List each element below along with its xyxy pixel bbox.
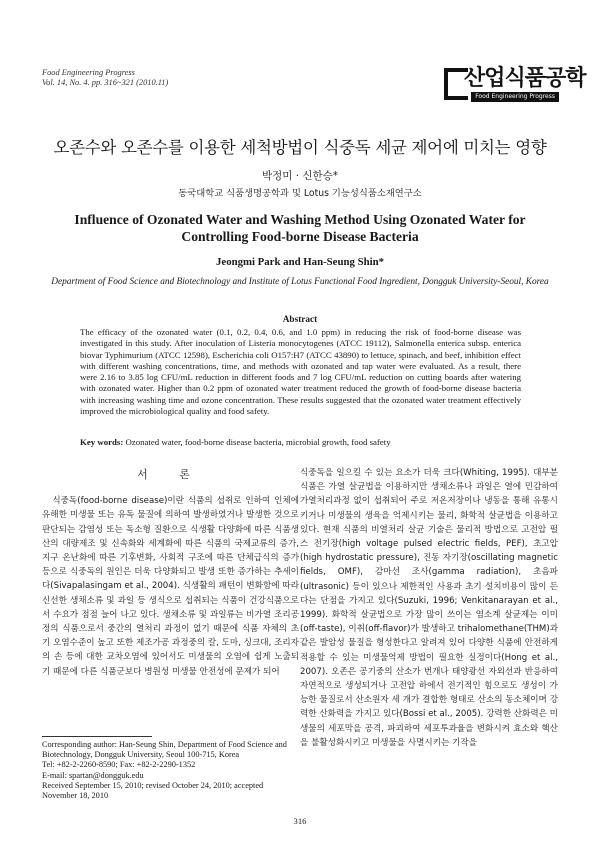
- footnote-received: Received September 15, 2010; revised October 24, 2010; accepted November 18, 2010: [42, 780, 264, 801]
- affiliation-korean: 동국대학교 식품생명공학과 및 Lotus 기능성식품소재연구소: [178, 188, 422, 199]
- journal-header: [42, 68, 168, 89]
- logo-main-text: 산업식품공학: [464, 66, 586, 91]
- logo-sub-text: Food Engineering Progress: [471, 92, 559, 102]
- footnote-divider: [42, 736, 152, 737]
- section-heading-intro: 서 론: [137, 468, 204, 481]
- journal-logo: [444, 66, 586, 108]
- journal-issue: Vol. 14, No. 4. pp. 316~321 (2010.11): [42, 78, 169, 88]
- abstract-heading: Abstract: [282, 315, 318, 325]
- authors-english: Jeongmi Park and Han-Seung Shin*: [216, 256, 384, 268]
- abstract-body: The efficacy of the ozonated water (0.1, 0.2, 0.4, 0.6, and 1.0 ppm) in reducing the risk of food-borne disease was investigated in this study. After inoculation of Listeria monocytogenes (ATCC 19112), Salmonella enterica subsp. enterica biovar Typhimurium (ATCC 12598), Escherichia coli O157:H7 (ATCC 43890) to lettuce, spinach, and beef, inhibition effect with different washing concentrations, time, and methods with ozonated and tap water were evaluated. As a result, there were 2.16 to 3.85 log CFU/mL reduction in different foods and 7 log CFU/mL reduction on cutting boards after watering with ozonated water. Higher than 0.2 ppm of ozonated water treatment reduced the growth of food-borne disease bacteria with increasing washing time and ozone concentration. These results suggested that the ozonated water treatment effectively improved the microbiological quality and food safety.: [80, 327, 521, 417]
- keywords-text: Ozonated water, food-borne disease bacteria, microbial growth, food safety: [123, 437, 391, 447]
- right-column: [300, 466, 558, 750]
- intro-paragraph-right: 식중독을 일으킬 수 있는 요소가 더욱 크다(Whiting, 1995). 대부분 식품은 가열 살균법을 이용하지만 생채소류나 과일은 열에 민감하여 가열처리과정 없이 섭취되어 주로 저온저장이나 냉동을 통해 유통시키거나 미생물의 생육을 억제시키는 물리, 화학적 살균법을 이용하고 있다. 현재 식품의 비열처리 살균 기술은 물리적 방법으로 고전압 펄스 전기장(high voltage pulsed electric fields, PEF), 초고압(high hydrostatic pressure), 진동 자기장(oscillating magnetic fields, OMF), 감마선 조사(gamma radiation), 초음파(ultrasonic) 등이 있으나 제한적인 사용과 초기 설치비용이 많이 든다는 단점을 가지고 있다(Suzuki, 1996; Venkitanarayan et al., 1999). 화학적 살균법으로 가장 많이 쓰이는 염소계 살균제는 이미(off-taste), 이취(off-flavor)가 발생하고 trihalomethane(THM)과 같은 발암성 물질을 형성한다고 알려져 있어 다양한 식품에 안전하게 적용할 수 있는 미생물억제 방법이 필요한 실정이다(Hong et al., 2007). 오존은 공기중의 산소가 번개나 태양광선 자외선과 반응하여 자연적으로 생성되거나 고전압 하에서 전기적인 힘으로도 생성이 가능한 물질로서 산소원자 세 개가 결합한 형태로 산소의 동소체이며 강력한 산화력을 가지고 있다(Bossi et al., 2005). 강력한 산화력은 미생물의 세포막을 공격, 파괴하여 세포투과율을 변화시켜 효소와 핵산을 불활성화시키고 미생물을 사멸시키는 기작을: [300, 468, 558, 748]
- left-column: [42, 466, 299, 679]
- footnote-email: E-mail: spartan@dongguk.edu: [42, 770, 144, 780]
- affiliation-english: Department of Food Science and Biotechnology and Institute of Lotus Functional Food Ingredient, Dongguk University-Seoul, Korea: [51, 277, 549, 287]
- footnote-author: Corresponding author: Han-Seung Shin, Department of Food Science and Biotechnology, Dongguk University, Seoul 100-715, Korea: [42, 740, 287, 760]
- intro-paragraph-left: 식중독(food-borne disease)이란 식품의 섭취로 인하여 인체에 유해한 미생물 또는 유독 물질에 의하여 발생하였거나 발생한 것으로 판단되는 감염성 또는 독소형 질환으로 식생활 다양화에 따른 식품생산의 대량제조 및 신속화와 세계화에 따른 식품의 국제교류의 증가, 지구 온난화에 따른 기후변화, 사회적 구조에 따른 단체급식의 증가 등으로 식중독의 원인은 더욱 다양화되고 발생 또한 증가하는 추세이다(Sivapalasingam et al., 2004). 식생활의 패턴이 변화함에 따라 신선한 생채소류 및 과일 등 생식으로 섭취되는 식품이 건강식품으로서 수요가 점점 늘어 나고 있다. 생채소류 및 과일류는 비가열 조리공정의 식품으로서 중간의 열처리 과정이 없기 때문에 식품 자체의 초기 오염수준이 높고 또한 제조가공 과정중의 칼, 도마, 싱크대, 조리자의 손 등에 대한 교차오염에 있어서도 미생물의 오염에 쉽게 노출되기 때문에 다른 식품군보다 병원성 미생물 안전성에 문제가 되어: [42, 496, 299, 677]
- title-korean: 오존수와 오존수를 이용한 세척방법이 식중독 세균 제어에 미치는 영향: [53, 138, 547, 157]
- footnote-tel: Tel: +82-2-2260-8590; Fax: +82-2-2290-1352: [42, 760, 196, 770]
- keywords-label: Key words:: [80, 437, 124, 447]
- journal-name: Food Engineering Progress: [42, 68, 135, 77]
- title-english: Influence of Ozonated Water and Washing Method Using Ozonated Water for Controlling Food-borne Disease Bacteria: [74, 212, 526, 244]
- authors-korean: 박정미 · 신한승*: [261, 170, 339, 182]
- page-number: 316: [293, 816, 307, 826]
- footnote: [42, 740, 299, 801]
- keywords: [80, 437, 521, 448]
